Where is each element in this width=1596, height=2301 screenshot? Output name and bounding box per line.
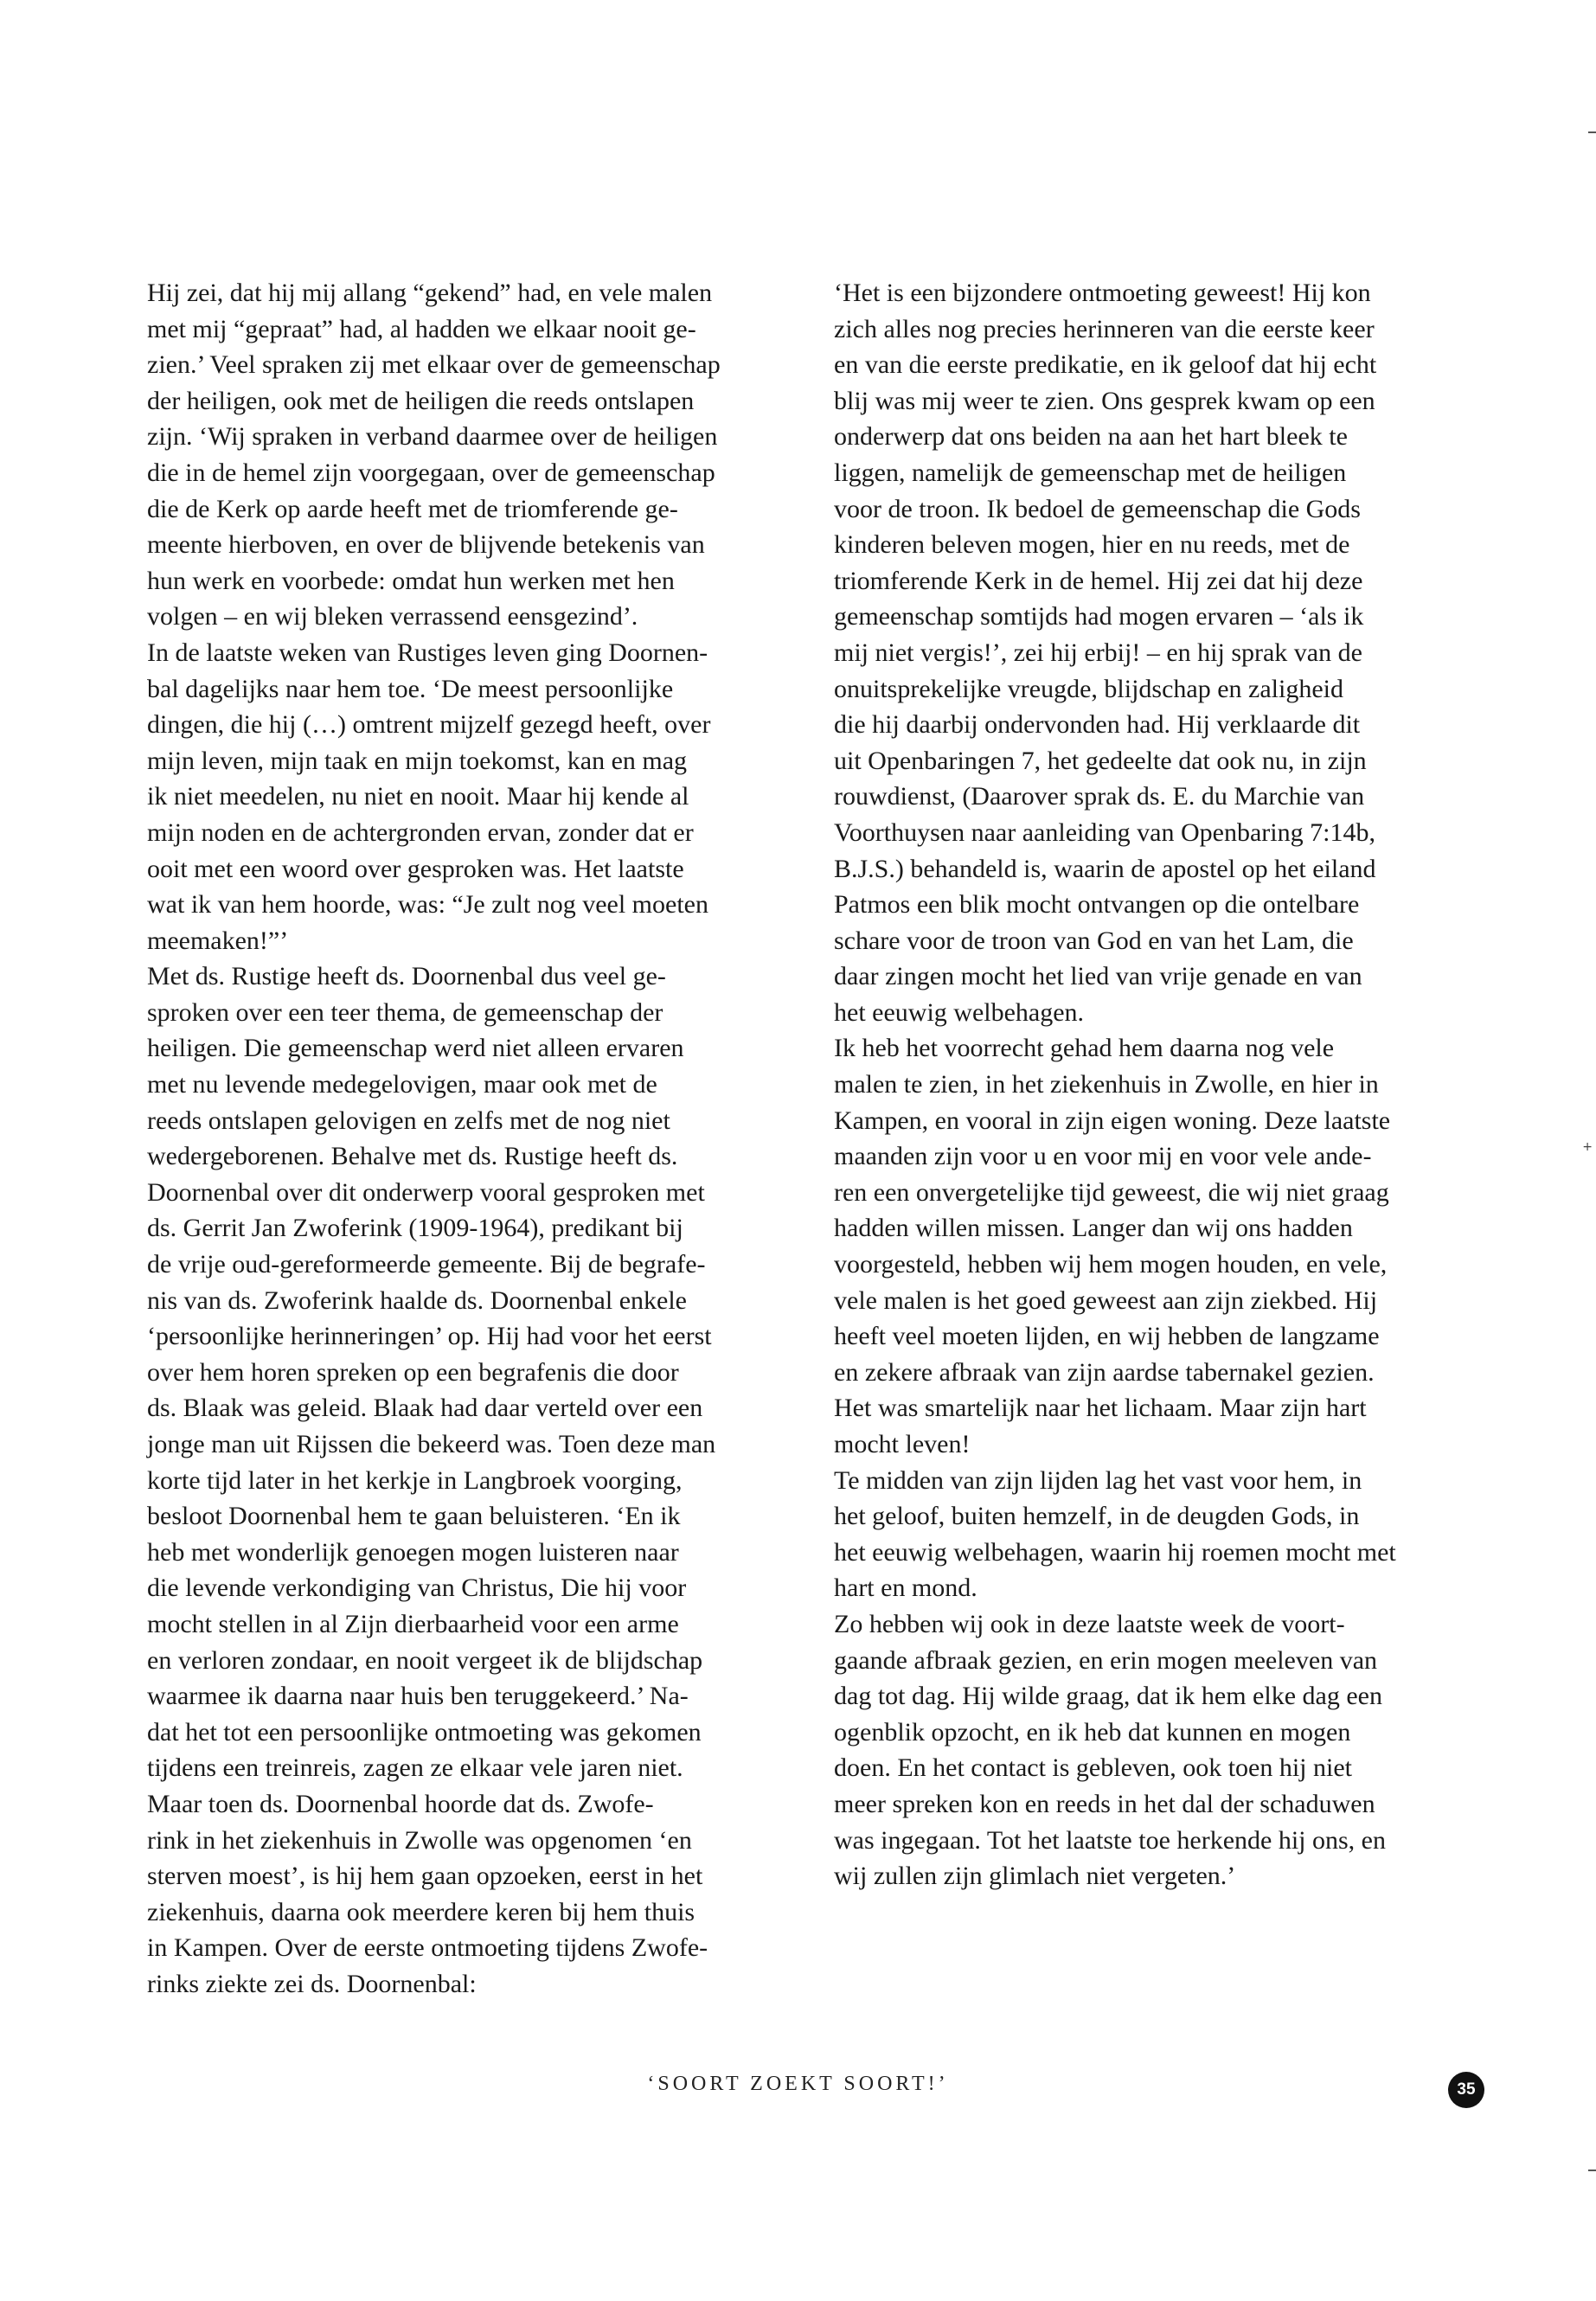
text-line: Zo hebben wij ook in deze laatste week de voort- (834, 1609, 1345, 1638)
text-line: B.J.S.) behandeld is, waarin de apostel op het eiland (834, 854, 1376, 883)
text-line: mij niet vergis!’, zei hij erbij! – en hij sprak van de (834, 638, 1362, 667)
text-line: triomferende Kerk in de hemel. Hij zei dat hij deze (834, 566, 1363, 595)
text-line: dag tot dag. Hij wilde graag, dat ik hem elke dag een (834, 1682, 1382, 1711)
text-line: blij was mij weer te zien. Ons gesprek kwam op een (834, 386, 1375, 415)
text-line: jonge man uit Rijssen die bekeerd was. Toen deze man (147, 1430, 716, 1458)
text-line: liggen, namelijk de gemeenschap met de heiligen (834, 458, 1347, 487)
right-text-column (834, 275, 1491, 1894)
text-line: meer spreken kon en reeds in het dal der schaduwen (834, 1789, 1375, 1818)
text-line: heiligen. Die gemeenschap werd niet alleen ervaren (147, 1034, 684, 1063)
text-line: schare voor de troon van God en van het Lam, die (834, 926, 1354, 955)
text-line: en zekere afbraak van zijn aardse tabernakel gezien. (834, 1357, 1375, 1387)
text-line: onuitsprekelijke vreugde, blijdschap en zaligheid (834, 674, 1343, 703)
text-line: meente hierboven, en over de blijvende betekenis van (147, 530, 705, 560)
crop-mark-bottom (1588, 2170, 1596, 2171)
text-line: volgen – en wij bleken verrassend eensgezind’. (147, 602, 638, 631)
text-line: die levende verkondiging van Christus, Die hij voor (147, 1574, 687, 1603)
text-line: gaande afbraak gezien, en erin mogen meeleven van (834, 1645, 1378, 1675)
text-line: was ingegaan. Tot het laatste toe herkende hij ons, en (834, 1825, 1386, 1855)
text-line: dingen, die hij (…) omtrent mijzelf gezegd heeft, over (147, 710, 711, 740)
text-line: vele malen is het goed geweest aan zijn ziekbed. Hij (834, 1285, 1378, 1315)
text-line: uit Openbaringen 7, het gedeelte dat ook nu, in zijn (834, 746, 1367, 775)
text-line: tijdens een treinreis, zagen ze elkaar vele jaren niet. (147, 1753, 683, 1783)
text-line: sproken over een teer thema, de gemeenschap der (147, 997, 663, 1027)
text-line: gemeenschap somtijds had mogen ervaren – ‘als ik (834, 602, 1364, 631)
text-line: waarmee ik daarna naar huis ben teruggekeerd.’ Na- (147, 1682, 689, 1711)
text-line: In de laatste weken van Rustiges leven ging Doornen- (147, 638, 708, 667)
text-line: ren een onvergetelijke tijd geweest, die wij niet graag (834, 1177, 1389, 1207)
left-text-column (147, 275, 804, 2003)
text-line: Maar toen ds. Doornenbal hoorde dat ds. Zwofe- (147, 1789, 654, 1818)
text-line: besloot Doornenbal hem te gaan beluisteren. ‘En ik (147, 1502, 681, 1531)
text-line: Patmos een blik mocht ontvangen op die ontelbare (834, 890, 1360, 920)
text-line: in Kampen. Over de eerste ontmoeting tijdens Zwofe- (147, 1933, 708, 1963)
text-line: Ik heb het voorrecht gehad hem daarna nog vele (834, 1034, 1335, 1063)
text-line: reeds ontslapen gelovigen en zelfs met de nog niet (147, 1106, 670, 1135)
text-line: ‘persoonlijke herinneringen’ op. Hij had voor het eerst (147, 1322, 712, 1351)
text-line: en van die eerste predikatie, en ik geloof dat hij echt (834, 350, 1377, 380)
text-line: sterven moest’, is hij hem gaan opzoeken, eerst in het (147, 1862, 703, 1891)
text-line: Te midden van zijn lijden lag het vast voor hem, in (834, 1465, 1362, 1495)
text-line: korte tijd later in het kerkje in Langbroek voorging, (147, 1465, 683, 1495)
text-line: bal dagelijks naar hem toe. ‘De meest persoonlijke (147, 674, 674, 703)
text-line: dat het tot een persoonlijke ontmoeting was gekomen (147, 1717, 702, 1747)
text-line: mijn noden en de achtergronden ervan, zonder dat er (147, 817, 694, 847)
text-line: rink in het ziekenhuis in Zwolle was opgenomen ‘en (147, 1825, 692, 1855)
text-line: mijn leven, mijn taak en mijn toekomst, kan en mag (147, 746, 688, 775)
text-line: het eeuwig welbehagen, waarin hij roemen mocht met (834, 1537, 1396, 1567)
text-line: mocht leven! (834, 1430, 971, 1458)
text-line: rinks ziekte zei ds. Doornenbal: (147, 1969, 477, 1998)
text-line: wij zullen zijn glimlach niet vergeten.’ (834, 1862, 1236, 1891)
text-line: nis van ds. Zwoferink haalde ds. Doornenbal enkele (147, 1285, 687, 1315)
text-line: over hem horen spreken op een begrafenis die door (147, 1357, 679, 1387)
text-line: de vrije oud-gereformeerde gemeente. Bij de begrafe- (147, 1250, 706, 1279)
text-line: zijn. ‘Wij spraken in verband daarmee over de heiligen (147, 422, 718, 452)
text-line: heb met wonderlijk genoegen mogen luisteren naar (147, 1537, 679, 1567)
text-line: hart en mond. (834, 1574, 977, 1603)
text-line: ds. Blaak was geleid. Blaak had daar verteld over een (147, 1394, 703, 1423)
text-line: Hij zei, dat hij mij allang “gekend” had, en vele malen (147, 279, 713, 307)
text-line: voor de troon. Ik bedoel de gemeenschap die Gods (834, 494, 1361, 523)
text-line: Doornenbal over dit onderwerp vooral gesproken met (147, 1177, 705, 1207)
text-line: Met ds. Rustige heeft ds. Doornenbal dus veel ge- (147, 962, 666, 991)
text-line: met nu levende medegelovigen, maar ook met de (147, 1070, 657, 1099)
text-line: ogenblik opzocht, en ik heb dat kunnen en mogen (834, 1717, 1351, 1747)
text-line: Voorthuysen naar aanleiding van Openbaring 7:14b, (834, 817, 1375, 847)
text-line: ds. Gerrit Jan Zwoferink (1909-1964), predikant bij (147, 1214, 683, 1243)
text-line: hun werk en voorbede: omdat hun werken met hen (147, 566, 675, 595)
text-line: Kampen, en vooral in zijn eigen woning. Deze laatste (834, 1106, 1391, 1135)
text-line: die in de hemel zijn voorgegaan, over de gemeenschap (147, 458, 715, 487)
text-line: die de Kerk op aarde heeft met de triomferende ge- (147, 494, 678, 523)
text-line: wedergeborenen. Behalve met ds. Rustige heeft ds. (147, 1142, 678, 1171)
text-line: ziekenhuis, daarna ook meerdere keren bij hem thuis (147, 1897, 695, 1926)
text-line: zien.’ Veel spraken zij met elkaar over de gemeenschap (147, 350, 721, 380)
text-line: maanden zijn voor u en voor mij en voor vele ande- (834, 1142, 1372, 1171)
text-line: malen te zien, in het ziekenhuis in Zwolle, en hier in (834, 1070, 1379, 1099)
text-line: kinderen beleven mogen, hier en nu reeds, met de (834, 530, 1350, 560)
text-line: zich alles nog precies herinneren van die eerste keer (834, 314, 1375, 343)
text-line: voorgesteld, hebben wij hem mogen houden, en vele, (834, 1250, 1388, 1279)
text-line: ‘Het is een bijzondere ontmoeting geweest! Hij kon (834, 279, 1371, 307)
text-line: meemaken!”’ (147, 926, 289, 955)
crop-mark-top (1588, 131, 1596, 133)
text-line: met mij “gepraat” had, al hadden we elkaar nooit ge- (147, 314, 696, 343)
registration-mark-icon: + (1582, 1140, 1593, 1154)
text-line: ik niet meedelen, nu niet en nooit. Maar hij kende al (147, 782, 689, 811)
text-line: die hij daarbij ondervonden had. Hij verklaarde dit (834, 710, 1361, 740)
page-number-badge: 35 (1448, 2072, 1484, 2108)
text-line: ooit met een woord over gesproken was. Het laatste (147, 854, 684, 883)
text-line: Het was smartelijk naar het lichaam. Maar zijn hart (834, 1394, 1367, 1423)
text-line: doen. En het contact is gebleven, ook toen hij niet (834, 1753, 1353, 1783)
text-line: onderwerp dat ons beiden na aan het hart bleek te (834, 422, 1348, 452)
running-footer-title: ‘SOORT ZOEKT SOORT!’ (647, 2073, 949, 2095)
text-line: daar zingen mocht het lied van vrije genade en van (834, 962, 1362, 991)
text-line: rouwdienst, (Daarover sprak ds. E. du Marchie van (834, 782, 1365, 811)
text-line: het eeuwig welbehagen. (834, 997, 1085, 1027)
text-line: hadden willen missen. Langer dan wij ons hadden (834, 1214, 1353, 1243)
text-line: heeft veel moeten lijden, en wij hebben de langzame (834, 1322, 1380, 1351)
text-line: het geloof, buiten hemzelf, in de deugden Gods, in (834, 1502, 1360, 1531)
text-line: en verloren zondaar, en nooit vergeet ik de blijdschap (147, 1645, 703, 1675)
text-line: wat ik van hem hoorde, was: “Je zult nog veel moeten (147, 890, 708, 920)
text-line: mocht stellen in al Zijn dierbaarheid voor een arme (147, 1609, 679, 1638)
text-line: der heiligen, ook met de heiligen die reeds ontslapen (147, 386, 695, 415)
